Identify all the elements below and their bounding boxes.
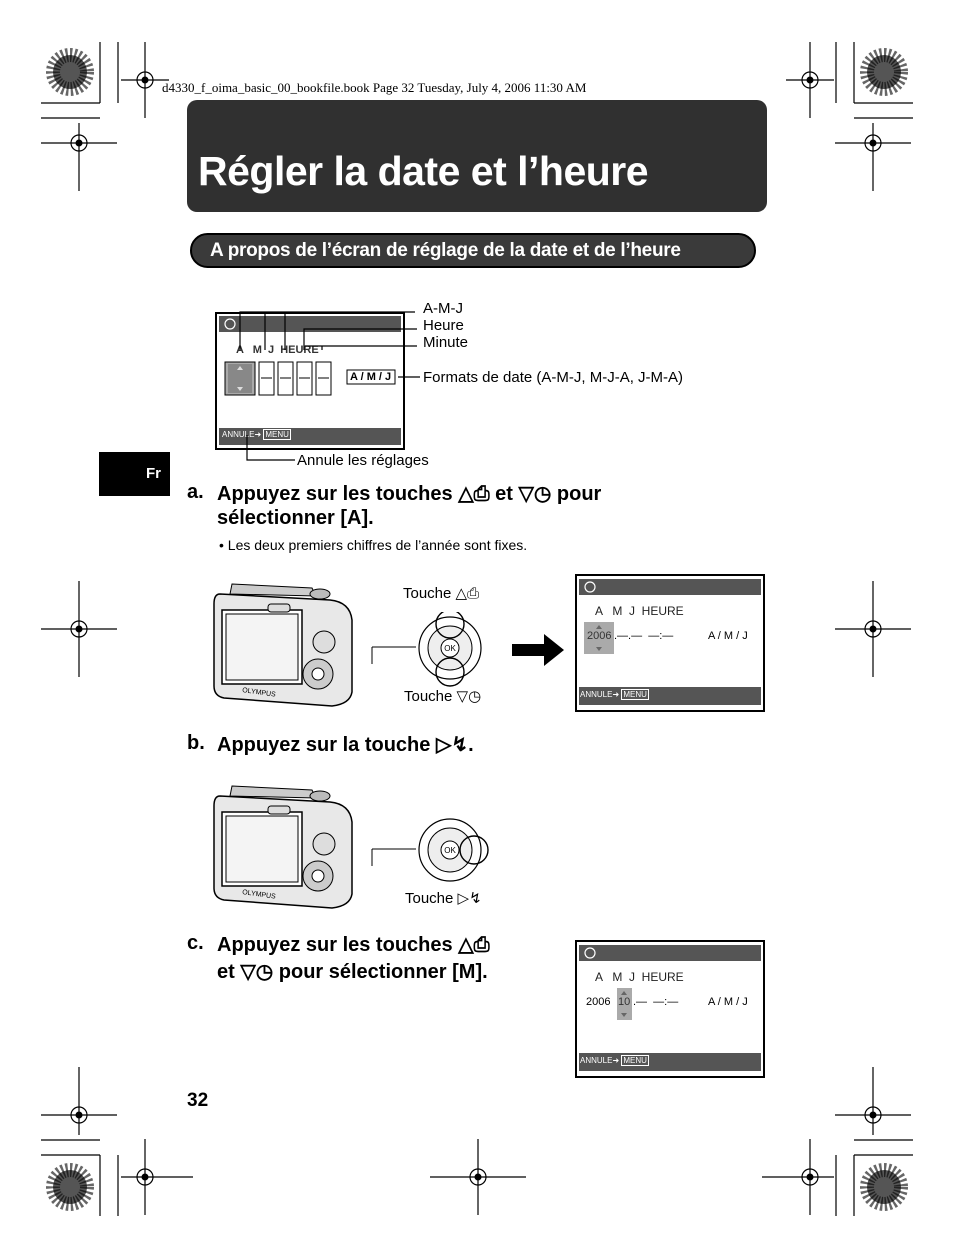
up-print-icon-c: △⎙ (458, 934, 490, 956)
step-c-line1: Appuyez sur les touches △⎙ (217, 934, 490, 956)
step-a-touche-up: Touche △⎙ (403, 585, 480, 602)
down-timer-icon: ▽◷ (456, 688, 482, 705)
control-pad-b (370, 814, 495, 889)
page-title: Régler la date et l’heure (198, 148, 649, 194)
right-flash-icon: ▷↯ (435, 734, 469, 756)
diagram-screen-header: A M J HEURE (236, 344, 319, 356)
callout-amj: A-M-J (423, 300, 463, 317)
language-tab-label: Fr (146, 465, 161, 482)
print-icon: ⎙ (473, 483, 490, 505)
screen-c-header: A M J HEURE (595, 970, 684, 984)
ok-label-a: OK (444, 644, 456, 653)
down-triangle-icon: ▽ (518, 483, 534, 505)
screen-a-header: A M J HEURE (595, 604, 684, 618)
file-header-line: d4330_f_oima_basic_00_bookfile.book Page 32 Tuesday, July 4, 2006 11:30 AM (162, 80, 587, 95)
screen-a-cancel: ANNULE➜ MENU (580, 690, 647, 699)
step-c-prefix: c. (187, 932, 204, 954)
page-number: 32 (187, 1090, 209, 1111)
callout-annule: Annule les réglages (297, 452, 429, 469)
camera-illustration-b (212, 782, 358, 912)
right-flash-icon-small: ▷↯ (457, 890, 482, 907)
camera-brand-b: OLYMPUS (241, 889, 277, 901)
callout-minute: Minute (423, 334, 469, 351)
step-a-prefix: a. (187, 481, 204, 503)
screen-c-month: 10 (618, 996, 631, 1008)
control-pad-a (370, 612, 495, 687)
up-print-icon: △⎙ (455, 585, 480, 602)
step-b-prefix: b. (187, 732, 205, 754)
screen-a-rest: .—.— —:— (614, 630, 674, 642)
ok-label-b: OK (444, 846, 456, 855)
callout-lines (235, 300, 435, 470)
arrow-right-icon (512, 634, 564, 666)
section-title: A propos de l’écran de réglage de la date et de l’heure (210, 240, 681, 261)
screen-c-year: 2006 (586, 996, 611, 1008)
camera-illustration-a (212, 580, 358, 710)
screen-c-format: A / M / J (708, 996, 748, 1008)
step-a-line1: Appuyez sur les touches △⎙ et ▽◷ pour (217, 483, 602, 505)
screen-c-rest: .— —:— (633, 996, 679, 1008)
step-a-note: • Les deux premiers chiffres de l’année sont fixes. (219, 537, 528, 553)
step-c-line2: et ▽◷ pour sélectionner [M]. (217, 961, 488, 983)
step-b-touche-right: Touche ▷↯ (405, 890, 482, 907)
diagram-cancel-label: ANNULE➜ MENU (222, 430, 289, 439)
callout-formats: Formats de date (A-M-J, M-J-A, J-M-A) (423, 369, 684, 386)
self-timer-icon: ◷ (533, 483, 552, 505)
up-triangle-icon: △ (458, 483, 474, 505)
step-b-text: Appuyez sur la touche ▷↯. (217, 734, 474, 756)
down-timer-icon-c: ▽◷ (240, 961, 274, 983)
step-a-line2: sélectionner [A]. (217, 507, 374, 529)
diagram-format-box: A / M / J (350, 371, 392, 383)
screen-c-cancel: ANNULE➜ MENU (580, 1056, 647, 1065)
camera-brand-a: OLYMPUS (241, 687, 277, 699)
step-a-touche-down: Touche ▽◷ (404, 688, 482, 705)
callout-heure: Heure (423, 317, 464, 334)
screen-a-year: 2006 (587, 630, 612, 642)
screen-a-format: A / M / J (708, 630, 748, 642)
